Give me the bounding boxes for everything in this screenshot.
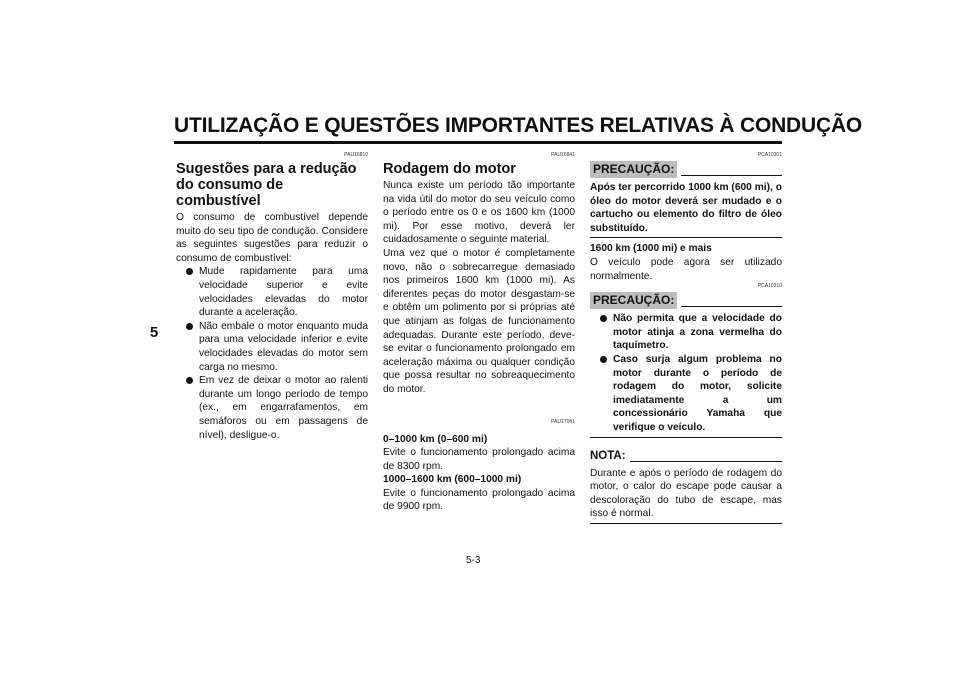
- section-code: PAU17081: [551, 418, 575, 425]
- column-fuel-tips: [176, 152, 368, 442]
- caution-list: [590, 312, 782, 434]
- subsection-title-1600-plus: 1600 km (1000 mi) e mais: [590, 243, 712, 255]
- caution-label: PRECAUÇÃO:: [590, 161, 677, 178]
- page-header-title: UTILIZAÇÃO E QUESTÕES IMPORTANTES RELATIVAS À CONDUÇÃO: [174, 114, 863, 137]
- list-item: Não permita que a velocidade do motor atinja a zona vermelha do taquímetro.: [600, 312, 782, 353]
- note-header: [590, 449, 782, 464]
- note-end-rule: [590, 523, 782, 524]
- caution-rule: [681, 175, 782, 176]
- list-item: Não embale o motor enquanto muda para uma velocidade inferior e evite velocidades elevadas do motor sem carga no mesmo.: [186, 320, 368, 374]
- caution-end-rule: [590, 237, 782, 238]
- caution-code: PCA10301: [757, 152, 782, 158]
- list-item: Caso surja algum problema no motor durante o período de rodagem do motor, solicite imediatamente a um concessionário Yamaha que verifique o veículo.: [600, 353, 782, 435]
- subsection-title-0-1000: 0–1000 km (0–600 mi): [383, 433, 488, 445]
- section-code: PAU16841: [551, 152, 575, 158]
- break-in-para-2: Uma vez que o motor é completamente novo, não o sobrecarregue demasiado nos primeiros 1600 km (1000 mi). As diferentes peças do motor desgastam-se e obtêm um polimento por si próprias até que atinjam as folgas de funcionamento adequadas. Durante este período, deve-se evitar o funcionamento prolongado em aceleração máxima ou qualquer condição que possa resultar no sobreaquecimento do motor.: [383, 247, 575, 395]
- caution-end-rule: [590, 437, 782, 438]
- section-heading-break-in: Rodagem do motor: [383, 161, 516, 177]
- section-code: PAU16810: [344, 152, 368, 158]
- fuel-tips-list: [176, 265, 368, 442]
- note-text: Durante e após o período de rodagem do motor, o calor do escape pode causar a descoloração do tubo de escape, mas isso é normal.: [590, 467, 782, 520]
- caution-code: PCA10310: [757, 283, 782, 290]
- break-in-para-1: Nunca existe um período tão importante na vida útil do motor do seu veículo como o período entre os 0 e os 1600 km (1000 mi). Por esse motivo, deverá ler cuidadosamente o seguinte material.: [383, 180, 575, 246]
- list-item: Em vez de deixar o motor ao ralenti durante um longo período de tempo (ex., em engarrafamentos, em semáforos ou em passagens de nível), desligue-o.: [186, 374, 368, 442]
- column-cautions: [590, 152, 782, 528]
- subsection-text-0-1000: Evite o funcionamento prolongado acima de 8300 rpm.: [383, 447, 575, 472]
- note-label: NOTA:: [590, 449, 626, 462]
- caution-rule: [681, 306, 782, 307]
- column-break-in: [383, 152, 575, 514]
- fuel-intro: O consumo de combustível depende muito do seu tipo de condução. Considere as seguintes sugestões para reduzir o consumo de combustível:: [176, 212, 368, 264]
- section-heading-fuel: Sugestões para a redução do consumo de combustível: [176, 161, 357, 209]
- chapter-tab: 5: [142, 320, 166, 344]
- caution-label: PRECAUÇÃO:: [590, 292, 677, 309]
- caution-text: Após ter percorrido 1000 km (600 mi), o óleo do motor deverá ser mudado e o cartucho ou elemento do filtro de óleo substituído.: [590, 182, 782, 234]
- note-rule: [630, 461, 782, 462]
- subsection-text-1600-plus: O veículo pode agora ser utilizado normalmente.: [590, 256, 782, 282]
- list-item: Mude rapidamente para uma velocidade superior e evite velocidades elevadas do motor durante a aceleração.: [186, 265, 368, 319]
- caution-header: [590, 292, 782, 309]
- header-rule: [174, 141, 782, 144]
- page-number: 5-3: [466, 555, 481, 566]
- subsection-text-1000-1600: Evite o funcionamento prolongado acima de 9900 rpm.: [383, 487, 575, 513]
- caution-header: [590, 161, 782, 178]
- subsection-title-1000-1600: 1000–1600 km (600–1000 mi): [383, 474, 522, 486]
